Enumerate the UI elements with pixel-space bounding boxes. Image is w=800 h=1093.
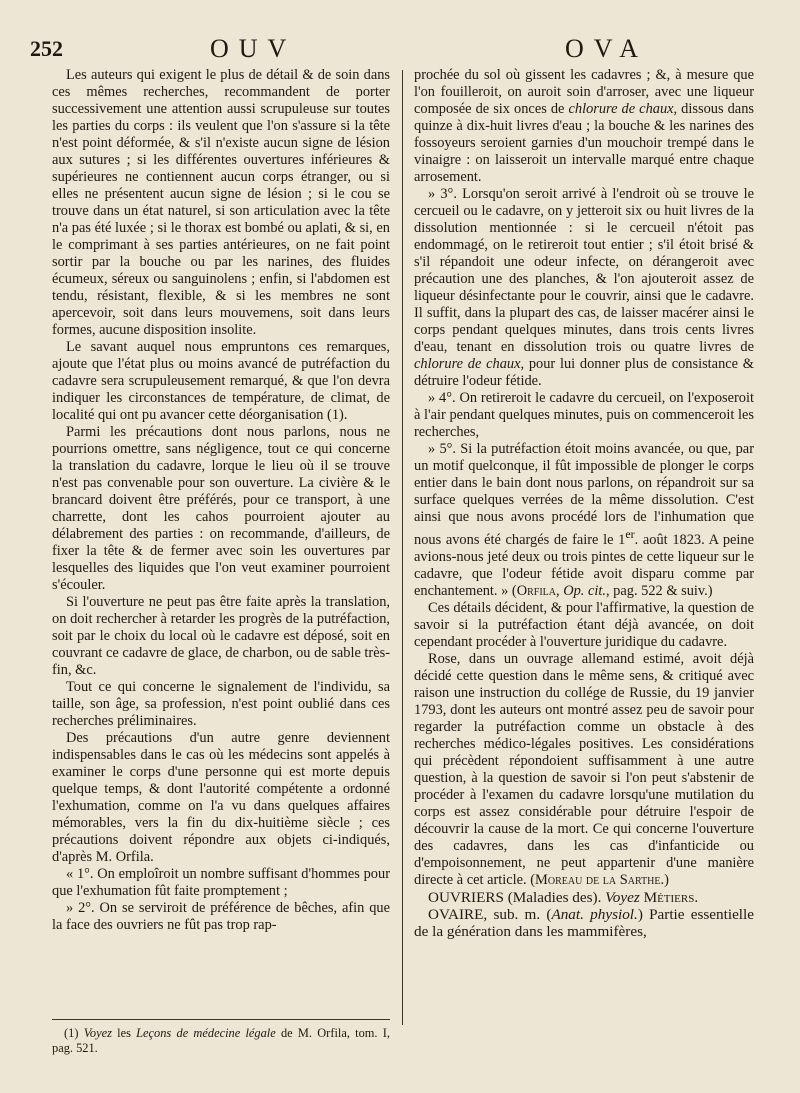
author-name: Moreau de la Sarthe [535, 871, 661, 888]
text-run: (Maladies des). [503, 888, 606, 906]
text-run: .) [660, 871, 669, 888]
page-header [30, 34, 770, 64]
paragraph: Des précautions d'un autre genre deviennent indispensables dans le cas où les médecins sont appelés à examiner le corps d'une personne qui est morte depuis quelque temps, & dont l'autorité compétente a ordonné l'exhumation, comme on l'a vu dans quelques affaires mémorables, vers la fin du dix-huitième siècle ; ces précautions doivent répondre aux objets ci-indiqués, d'après M. Orfila. [52, 730, 390, 865]
text-run: . [694, 888, 699, 906]
paragraph: Ces détails décident, & pour l'affirmative, la question de savoir si la putréfaction étant déjà avancée, on doit cependant procéder à l'ouverture juridique du cadavre. [414, 599, 754, 650]
author-name: Orfila [516, 582, 556, 599]
right-column [414, 67, 754, 1007]
footnote-rule [52, 1019, 390, 1020]
dictionary-entry [414, 889, 754, 906]
paragraph: « 1°. On emploîroit un nombre suffisant d'hommes pour que l'exhumation fût faite promptement ; [52, 866, 390, 899]
text-run: prochée du sol où gissent les cadavres ; &, à mesure que l'on fouilleroit, on auroit soin d'arroser, avec une liqueur composée de six onces de [414, 67, 754, 117]
paragraph [414, 651, 754, 889]
footnote-mark: (1) [64, 1026, 84, 1040]
paragraph: Le savant auquel nous empruntons ces remarques, ajoute que l'état plus ou moins avancé de putréfaction du cadavre sera scrupuleusement remarqué, & que l'on devra indiquer les circonstances de température, de climat, de localité qui ont pu avancer cette déorganisation (1). [52, 339, 390, 423]
left-column [52, 67, 390, 1007]
paragraph: Les auteurs qui exigent le plus de détail & de soin dans ces mêmes recherches, recommandent de porter successivement une attention aussi scrupuleuse sur toutes les parties du corps : ils veulent que l'on s'assure si la tête n'est point déformée, & s'il n'existe aucun signe de lésion aux sutures ; si les différentes ouvertures inférieures & supérieures ne contiennent aucun corps étranger, ou si elles ne présentent aucun signe de lésion ; si le cou se trouve dans un état naturel, si son articulation avec la tête n'a pas été luxée ; si le thorax est bombé ou aplati, & si, en le comprimant à ses parties antérieures, on ne fait point sortir par la bouche ou par les narines, des fluides écumeux, séreux ou sanguinolens ; enfin, si l'abdomen est tendu, résistant, flexible, & si les membres ne sont apercevoir, soit dans leurs mouvemens, soit dans leurs formes, aucune disposition insolite. [52, 67, 390, 338]
paragraph [414, 67, 754, 186]
page-number: 252 [30, 36, 63, 61]
cross-ref-voyez: Voyez [605, 888, 640, 906]
italic-term: Anat. physiol. [551, 905, 638, 923]
paragraph [414, 441, 754, 600]
text-run: de M. Orfila, tom. I, pag. 521. [52, 1026, 390, 1055]
text-run: , dissous dans quinze à dix-huit livres d'eau ; la bouche & les narines des fossoyeurs seroient garnies d'un mouchoir trempé dans le vinaigre : on laisseroit un intervalle marqué entre chaque arrosement. [414, 101, 754, 185]
running-head-left: OUV [210, 34, 297, 63]
paragraph: » 4°. On retireroit le cadavre du cercueil, on l'exposeroit à l'air pendant quelques minutes, puis on commenceroit les recherches, [414, 390, 754, 440]
text-run: , sub. m. ( [483, 905, 552, 923]
citation-abbrev: Op. cit. [563, 582, 606, 599]
paragraph: » 2°. On se serviroit de préférence de bêches, afin que la face des ouvriers ne fût pas trop rap- [52, 900, 390, 933]
entry-headword: OVAIRE [428, 905, 484, 923]
italic-term: chlorure de chaux [414, 356, 521, 372]
footnote-text [52, 1026, 390, 1056]
column-divider [402, 70, 403, 1025]
text-run: , pag. 522 & suiv.) [605, 582, 713, 599]
dictionary-entry [414, 906, 754, 940]
italic-title: Leçons de médecine légale [136, 1026, 276, 1040]
text-run: , [556, 582, 564, 599]
text-run: Rose, dans un ouvrage allemand estimé, avoit déjà décidé cette question dans le même sens, & critiqué avec raison une instruction du collége de Russie, du 19 janvier 1793, dont les auteurs ont montré assez peu de savoir pour regarder la putréfaction comme un obstacle à des recherches médico-légales positives. Les considérations qui précèdent répondoient suffisamment à une autre question, à la question de savoir si l'on peut s'abstenir de procéder à l'examen du cadavre lorsqu'une mutilation du corps est assez considérable pour détruire l'espoir de découvrir la cause de la mort. Ce qui concerne l'ouverture des cadavres, dans les cas d'infanticide ou d'empoisonnement, ne peut appartenir d'une manière directe à cet article. ( [414, 650, 754, 888]
superscript: er [625, 527, 635, 541]
text-run: , pour lui donner plus de consistance & détruire l'odeur fétide. [414, 356, 754, 389]
paragraph: Si l'ouverture ne peut pas être faite après la translation, on doit rechercher à retarder les progrès de la putréfaction, soit par le choix du local où le cadavre est déposé, soit en couvrant ce cadavre de glace, de charbon, ou de sable très-fin, &c. [52, 594, 390, 678]
text-run: les [111, 1026, 137, 1040]
cross-ref-target: Métiers [643, 888, 695, 906]
footnote [52, 1026, 390, 1056]
running-head-right: OVA [565, 34, 648, 63]
text-run: ) Partie essentielle de la génération dans les mammifères, [414, 905, 754, 940]
entry-headword: OUVRIERS [428, 888, 504, 906]
text-run: » 5°. Si la putréfaction étoit moins avancée, ou que, par un motif quelconque, il fût impossible de plonger le corps entier dans le bain dont nous parlons, on répandroit sur sa surface quelques verrées de la même dissolution. C'est ainsi que nous avons procédé lors de l'inhumation que nous avons été chargés de faire le 1 [414, 441, 754, 548]
cross-ref-voyez: Voyez [83, 1026, 112, 1040]
paragraph: Tout ce qui concerne le signalement de l'individu, sa taille, son âge, sa profession, n'est point oublié dans ces recherches préliminaires. [52, 679, 390, 729]
text-run: » 3°. Lorsqu'on seroit arrivé à l'endroit où se trouve le cercueil ou le cadavre, on y jetteroit six ou huit livres de la dissolution mentionnée : si le cercueil n'étoit pas endommagé, on le retireroit tout entier ; s'il étoit brisé & s'il répandoit une odeur infecte, on dérangeroit avec précaution une des planches, & l'on ajouteroit assez de liqueur désinfectante pour le couvrir, ainsi que le cadavre. Il suffit, dans la plupart des cas, de laisser macérer ainsi le corps pendant quelques minutes, dans trois cents livres d'eau, tenant en dissolution trois ou quatre livres de [414, 186, 754, 355]
italic-term: chlorure de chaux [568, 101, 674, 117]
text-run: . août 1823. A peine avions-nous jeté deux ou trois pintes de cette liqueur sur le cadavre, que l'odeur fétide avoit disparu comme par enchantement. » ( [414, 531, 754, 599]
paragraph [414, 186, 754, 390]
paragraph: Parmi les précautions dont nous parlons, nous ne pourrions omettre, sans négligence, tout ce qui concerne la translation du cadavre, lorque le lieu où il se trouve n'est pas convenable pour son ouverture. La civière & le brancard doivent être préférés, pour ce transport, à une charrette, dont les cahos pourroient ajouter au délabrement des parties : on recommande, d'ailleurs, de fixer la tête & de fermer avec soin les ouvertures par lesquelles des liquides que l'on veut examiner pourroient s'écouler. [52, 424, 390, 593]
